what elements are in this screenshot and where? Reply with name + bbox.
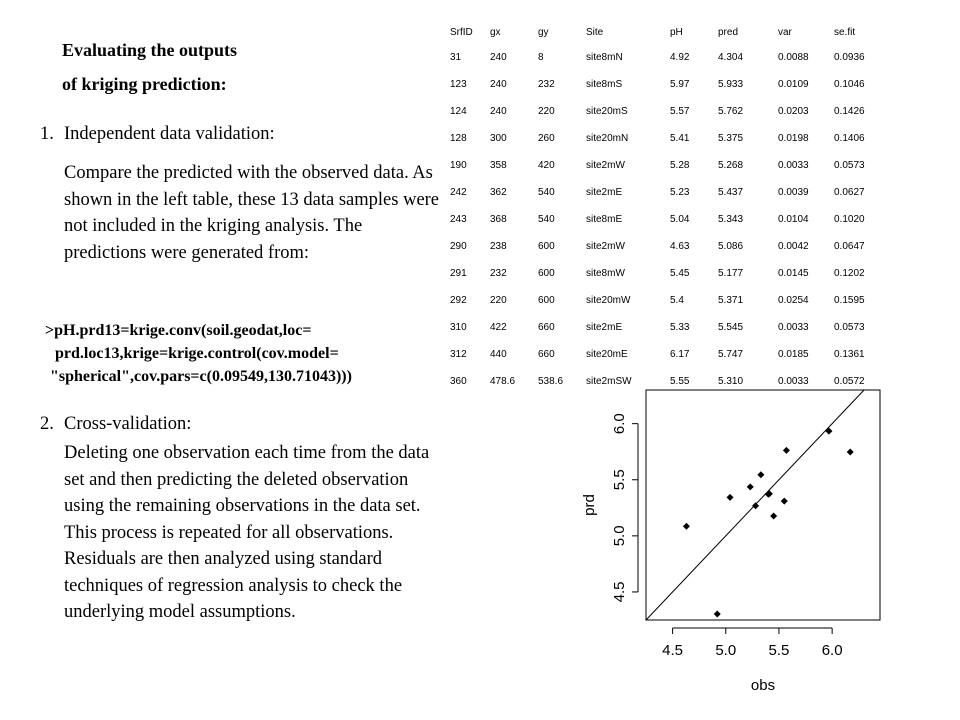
table-cell: 220 xyxy=(490,295,507,306)
table-cell: 310 xyxy=(450,322,467,333)
table-cell: 5.23 xyxy=(670,187,690,198)
title-line-1: Evaluating the outputs xyxy=(62,40,238,60)
table-row xyxy=(450,152,886,179)
code-line-2: prd.loc13,krige=krige.control(cov.model= xyxy=(55,345,339,362)
table-cell: 0.0254 xyxy=(778,295,809,306)
table-cell: 0.0185 xyxy=(778,349,809,360)
table-row xyxy=(450,98,886,125)
section-2-number: 2. xyxy=(40,414,54,434)
code-line-1: >pH.prd13=krige.conv(soil.geodat,loc= xyxy=(45,322,312,339)
y-tick-label: 6.0 xyxy=(611,413,628,435)
table-cell: 242 xyxy=(450,187,467,198)
table-cell: 5.04 xyxy=(670,214,690,225)
data-point xyxy=(747,483,754,490)
table-cell: 4.63 xyxy=(670,241,690,252)
table-cell: 478.6 xyxy=(490,376,516,387)
table-cell: 368 xyxy=(490,214,507,225)
table-row xyxy=(450,233,886,260)
y-tick-label: 5.5 xyxy=(611,469,628,491)
table-cell: 5.33 xyxy=(670,322,690,333)
table-cell: 8 xyxy=(538,52,544,63)
data-point xyxy=(683,523,690,530)
table-cell: 5.28 xyxy=(670,160,690,171)
table-row xyxy=(450,179,886,206)
table-cell: 660 xyxy=(538,322,555,333)
table-cell: 360 xyxy=(450,376,467,387)
table-cell: 300 xyxy=(490,133,507,144)
table-cell: 5.177 xyxy=(718,268,744,279)
section-2-paragraph: Deleting one observation each time from the data set and then predicting the deleted observation using the remaining observations in the data set. This process is repeated for all observations. Residuals are then analyzed using standard techniques of regression analysis to check the underlying model assumptions. xyxy=(64,443,430,622)
table-cell: site2mW xyxy=(586,241,625,252)
table-cell: site2mW xyxy=(586,160,625,171)
table-cell: 5.933 xyxy=(718,79,744,90)
table-cell: 0.1046 xyxy=(834,79,865,90)
table-cell: 5.268 xyxy=(718,160,744,171)
table-cell: 190 xyxy=(450,160,467,171)
table-row xyxy=(450,287,886,314)
table-cell: site8mE xyxy=(586,214,623,225)
table-header-cell: SrfID xyxy=(450,26,473,38)
table-cell: 0.0203 xyxy=(778,106,809,117)
table-cell: 600 xyxy=(538,268,555,279)
table-cell: 0.0039 xyxy=(778,187,809,198)
table-cell: 5.45 xyxy=(670,268,690,279)
table-cell: 128 xyxy=(450,133,467,144)
x-tick-label: 5.0 xyxy=(715,642,737,659)
table-cell: 362 xyxy=(490,187,507,198)
table-cell: 5.747 xyxy=(718,349,744,360)
table-header-cell: var xyxy=(778,26,792,38)
table-cell: 4.92 xyxy=(670,52,690,63)
table-row xyxy=(450,314,886,341)
table-cell: 440 xyxy=(490,349,507,360)
table-cell: 5.310 xyxy=(718,376,744,387)
table-cell: 0.0936 xyxy=(834,52,865,63)
table-cell: site2mE xyxy=(586,187,623,198)
table-header-row xyxy=(450,20,886,44)
table-cell: 6.17 xyxy=(670,349,690,360)
table-cell: 240 xyxy=(490,52,507,63)
table-cell: 5.545 xyxy=(718,322,744,333)
table-cell: 260 xyxy=(538,133,555,144)
section-2-heading: Cross-validation: xyxy=(64,414,192,434)
y-tick-label: 4.5 xyxy=(611,581,628,603)
data-point xyxy=(770,512,777,519)
table-cell: 5.437 xyxy=(718,187,744,198)
table-cell: 4.304 xyxy=(718,52,744,63)
table-cell: 600 xyxy=(538,241,555,252)
kriging-prediction-table xyxy=(450,20,886,395)
table-cell: site8mN xyxy=(586,52,623,63)
data-point xyxy=(714,610,721,617)
table-cell: 243 xyxy=(450,214,467,225)
table-cell: 5.4 xyxy=(670,295,684,306)
table-cell: site2mSW xyxy=(586,376,632,387)
x-tick-label: 5.5 xyxy=(768,642,790,659)
data-point xyxy=(752,502,759,509)
table-cell: 600 xyxy=(538,295,555,306)
section-1-heading: Independent data validation: xyxy=(64,124,275,144)
table-cell: 5.97 xyxy=(670,79,690,90)
table-cell: 312 xyxy=(450,349,467,360)
table-cell: 5.55 xyxy=(670,376,690,387)
table-cell: 290 xyxy=(450,241,467,252)
title-line-2: of kriging prediction: xyxy=(62,74,227,94)
section-1-paragraph: Compare the predicted with the observed data. As shown in the left table, these 13 data samples were not included in the kriging analysis. The predictions were generated from: xyxy=(64,163,440,263)
table-cell: 0.0627 xyxy=(834,187,865,198)
table-cell: 0.1020 xyxy=(834,214,865,225)
table-row xyxy=(450,341,886,368)
table-row xyxy=(450,125,886,152)
obs-vs-prd-scatter-plot xyxy=(560,380,900,720)
x-tick-label: 6.0 xyxy=(821,642,843,659)
table-header-cell: pred xyxy=(718,26,739,38)
table-cell: site2mE xyxy=(586,322,623,333)
table-cell: site20mN xyxy=(586,133,629,144)
table-cell: site20mE xyxy=(586,349,628,360)
table-cell: 0.0145 xyxy=(778,268,809,279)
table-row xyxy=(450,260,886,287)
table-cell: 0.1595 xyxy=(834,295,865,306)
data-point xyxy=(757,471,764,478)
data-point xyxy=(825,428,832,435)
table-cell: 5.343 xyxy=(718,214,744,225)
data-point xyxy=(783,447,790,454)
table-cell: 240 xyxy=(490,106,507,117)
table-cell: 5.375 xyxy=(718,133,744,144)
x-tick-label: 4.5 xyxy=(662,642,684,659)
table-cell: 540 xyxy=(538,187,555,198)
table-cell: 0.1361 xyxy=(834,349,865,360)
table-cell: 420 xyxy=(538,160,555,171)
table-cell: 5.762 xyxy=(718,106,744,117)
table-cell: 0.0573 xyxy=(834,322,865,333)
y-tick-label: 5.0 xyxy=(611,525,628,547)
table-cell: 238 xyxy=(490,241,507,252)
table-cell: 0.0033 xyxy=(778,376,809,387)
table-cell: 240 xyxy=(490,79,507,90)
table-row xyxy=(450,71,886,98)
table-cell: 0.0033 xyxy=(778,160,809,171)
plot-frame xyxy=(646,390,880,620)
table-cell: 422 xyxy=(490,322,507,333)
table-cell: 5.41 xyxy=(670,133,690,144)
table-cell: 123 xyxy=(450,79,467,90)
table-cell: 0.1406 xyxy=(834,133,865,144)
table-cell: 292 xyxy=(450,295,467,306)
table-cell: site8mW xyxy=(586,268,625,279)
table-cell: 0.0088 xyxy=(778,52,809,63)
section-1-number: 1. xyxy=(40,124,54,144)
table-cell: site20mS xyxy=(586,106,628,117)
table-header-cell: gy xyxy=(538,26,549,38)
data-point xyxy=(727,494,734,501)
table-cell: 0.0033 xyxy=(778,322,809,333)
table-cell: 232 xyxy=(538,79,555,90)
table-cell: 124 xyxy=(450,106,467,117)
table-cell: 0.0198 xyxy=(778,133,809,144)
table-cell: 31 xyxy=(450,52,462,63)
table-cell: 232 xyxy=(490,268,507,279)
table-cell: 5.086 xyxy=(718,241,744,252)
table-cell: 358 xyxy=(490,160,507,171)
code-line-3: "spherical",cov.pars=c(0.09549,130.71043))) xyxy=(50,368,352,385)
table-cell: site8mS xyxy=(586,79,623,90)
table-cell: 660 xyxy=(538,349,555,360)
table-cell: 220 xyxy=(538,106,555,117)
table-cell: 0.1202 xyxy=(834,268,865,279)
table-row xyxy=(450,206,886,233)
table-header-cell: Site xyxy=(586,26,604,38)
table-cell: site20mW xyxy=(586,295,631,306)
table-cell: 5.57 xyxy=(670,106,690,117)
table-cell: 0.0104 xyxy=(778,214,809,225)
table-cell: 291 xyxy=(450,268,467,279)
table-header-cell: se.fit xyxy=(834,26,856,38)
table-cell: 0.0572 xyxy=(834,376,865,387)
table-cell: 0.0647 xyxy=(834,241,865,252)
table-header-cell: gx xyxy=(490,26,501,38)
data-point xyxy=(781,498,788,505)
table-cell: 0.0573 xyxy=(834,160,865,171)
table-cell: 0.0042 xyxy=(778,241,809,252)
table-cell: 540 xyxy=(538,214,555,225)
table-row xyxy=(450,44,886,71)
table-header-cell: pH xyxy=(670,26,683,38)
table-cell: 538.6 xyxy=(538,376,564,387)
table-cell: 5.371 xyxy=(718,295,744,306)
data-point xyxy=(847,449,854,456)
table-cell: 0.0109 xyxy=(778,79,809,90)
x-axis-label: obs xyxy=(750,677,776,694)
table-cell: 0.1426 xyxy=(834,106,865,117)
y-axis-label: prd xyxy=(581,494,598,516)
